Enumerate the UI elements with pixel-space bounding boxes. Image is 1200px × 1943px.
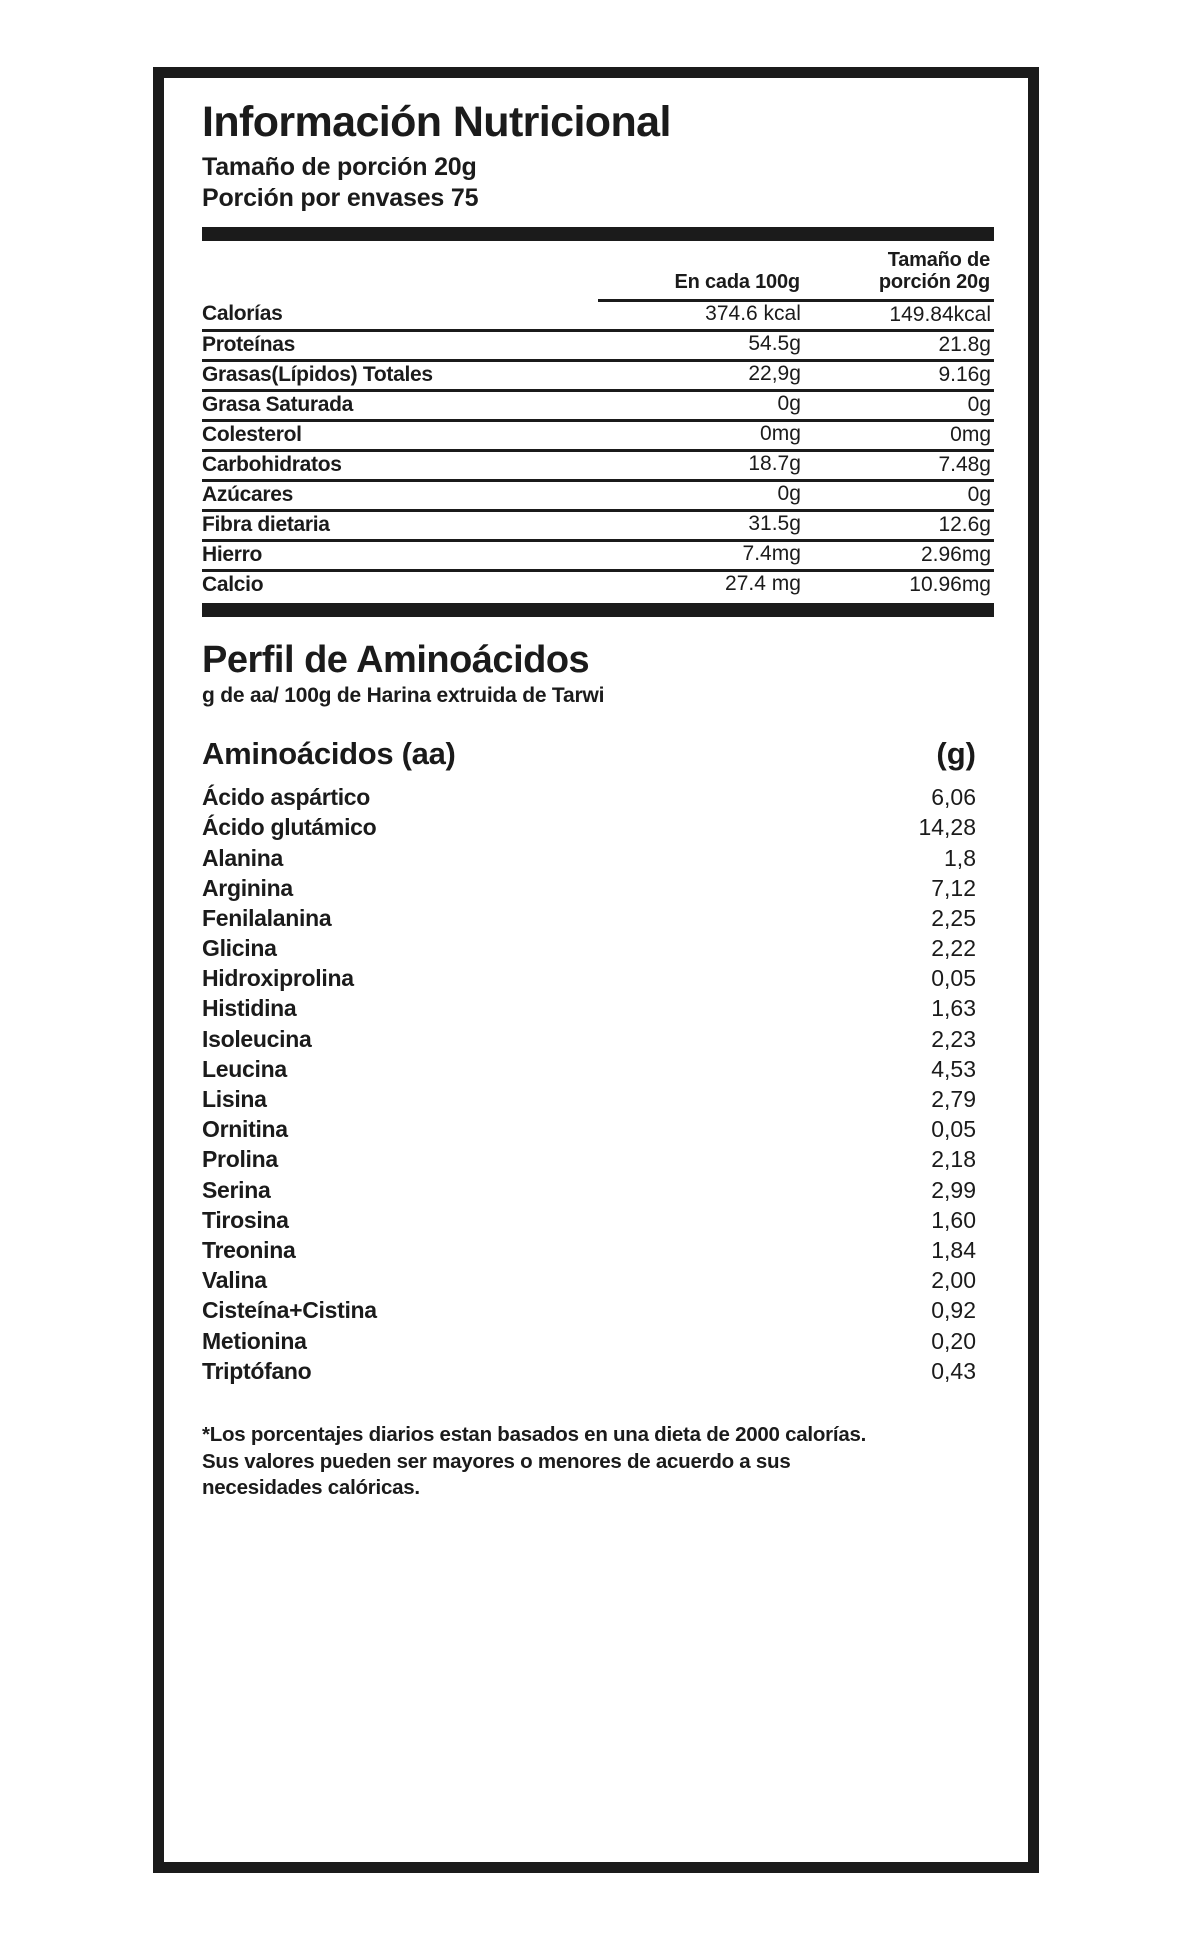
table-row [202, 331, 994, 361]
list-item [202, 1297, 994, 1327]
amino-acid-value: 2,23 [931, 1025, 976, 1052]
amino-acid-section [202, 639, 994, 1388]
nutrient-value-per-100g: 18.7g [598, 451, 804, 481]
list-item [202, 905, 994, 935]
amino-acid-value: 4,53 [931, 1055, 976, 1082]
nutrient-value-per-serving: 10.96mg [909, 573, 991, 597]
table-row [202, 361, 994, 391]
column-header-nutrient [202, 249, 598, 301]
amino-acid-name: Ácido aspártico [202, 784, 371, 811]
nutrient-name: Grasa Saturada [202, 391, 598, 421]
serving-size-text: Tamaño de porción 20g [202, 152, 477, 181]
nutrient-value-per-serving: 0mg [804, 421, 994, 451]
amino-acid-value: 0,92 [931, 1297, 976, 1324]
nutrition-facts-table [202, 249, 994, 600]
amino-acid-value: 14,28 [918, 814, 976, 841]
amino-acid-name: Tirosina [202, 1206, 289, 1233]
column-header-per-100g: En cada 100g [598, 249, 804, 301]
list-item [202, 1177, 994, 1207]
amino-acid-name: Histidina [202, 995, 297, 1022]
amino-acid-value: 0,20 [931, 1327, 976, 1354]
nutrition-table-head [202, 249, 994, 301]
list-item [202, 1267, 994, 1297]
list-item [202, 1056, 994, 1086]
nutrient-name: Calorías [202, 301, 598, 331]
amino-acid-name: Ácido glutámico [202, 814, 377, 841]
nutrient-value-per-serving: 149.84kcal [804, 301, 994, 331]
nutrient-value-per-100g: 0g [598, 481, 804, 511]
column-header-per-serving-line2: porción 20g [878, 271, 990, 294]
list-item [202, 1237, 994, 1267]
table-row [202, 511, 994, 541]
list-item [202, 1207, 994, 1237]
nutrient-value-per-100g: 31.5g [598, 511, 804, 541]
amino-acid-value: 2,79 [931, 1086, 976, 1113]
amino-acid-name: Lisina [202, 1086, 267, 1113]
amino-acid-name: Serina [202, 1176, 271, 1203]
list-item [202, 845, 994, 875]
column-header-per-serving [804, 249, 994, 301]
amino-acid-name: Isoleucina [202, 1025, 312, 1052]
nutrient-value-per-serving: 7.48g [804, 451, 994, 481]
amino-acid-name: Metionina [202, 1327, 307, 1354]
nutrient-value-per-100g: 22,9g [598, 361, 804, 391]
nutrient-name: Azúcares [202, 481, 598, 511]
list-item [202, 1026, 994, 1056]
nutrient-value-per-serving: 0g [804, 391, 994, 421]
amino-acid-value: 6,06 [931, 784, 976, 811]
list-item [202, 1086, 994, 1116]
table-row [202, 481, 994, 511]
page-title: Información Nutricional [202, 98, 671, 146]
nutrient-name: Hierro [202, 541, 598, 571]
nutrient-value-per-serving: 9.16g [804, 361, 994, 391]
list-item [202, 1146, 994, 1176]
servings-per-container-text: Porción por envases 75 [202, 184, 479, 213]
amino-acid-value: 2,25 [931, 904, 976, 931]
amino-acid-name: Alanina [202, 844, 283, 871]
nutrition-label-frame [153, 67, 1039, 1873]
amino-table-header [202, 736, 994, 772]
section-divider-bar [202, 603, 994, 617]
amino-acid-value: 0,43 [931, 1357, 976, 1384]
list-item [202, 935, 994, 965]
list-item [202, 875, 994, 905]
amino-acid-value: 2,22 [931, 935, 976, 962]
amino-acid-value: 1,63 [931, 995, 976, 1022]
nutrient-name: Colesterol [202, 421, 598, 451]
nutrient-name: Carbohidratos [202, 451, 598, 481]
amino-acid-name: Ornitina [202, 1116, 288, 1143]
nutrient-name: Calcio [202, 572, 264, 596]
nutrient-value-per-100g: 0mg [598, 421, 804, 451]
nutrient-value-per-serving: 2.96mg [804, 541, 994, 571]
list-item [202, 814, 994, 844]
amino-acid-name: Prolina [202, 1146, 278, 1173]
nutrient-value-per-100g: 374.6 kcal [598, 301, 804, 331]
amino-acid-value: 7,12 [931, 874, 976, 901]
list-item [202, 965, 994, 995]
amino-acid-name: Treonina [202, 1236, 296, 1263]
table-row [202, 541, 994, 571]
label-inner-content [202, 100, 994, 1852]
nutrient-value-per-100g: 27.4 mg [725, 572, 801, 596]
amino-acid-value: 1,60 [931, 1206, 976, 1233]
nutrient-value-per-serving: 0g [804, 481, 994, 511]
amino-section-subtitle: g de aa/ 100g de Harina extruida de Tarwi [202, 684, 605, 708]
table-row [202, 301, 994, 331]
nutrient-value-per-100g: 0g [598, 391, 804, 421]
amino-acid-value: 2,99 [931, 1176, 976, 1203]
nutrient-name: Grasas(Lípidos) Totales [202, 361, 598, 391]
header-divider-bar [202, 227, 994, 241]
amino-acid-name: Fenilalanina [202, 904, 332, 931]
nutrition-table-body [202, 301, 994, 600]
amino-acid-name: Arginina [202, 874, 293, 901]
table-row [202, 571, 994, 600]
list-item [202, 1328, 994, 1358]
amino-acid-name: Glicina [202, 935, 277, 962]
amino-acid-value: 2,18 [931, 1146, 976, 1173]
amino-acid-name: Leucina [202, 1055, 287, 1082]
nutrient-value-per-serving: 21.8g [804, 331, 994, 361]
list-item [202, 1358, 994, 1388]
amino-acid-list [202, 784, 994, 1388]
amino-acid-value: 1,84 [931, 1236, 976, 1263]
table-row [202, 451, 994, 481]
amino-acid-name: Valina [202, 1267, 267, 1294]
nutrient-name: Fibra dietaria [202, 511, 598, 541]
list-item [202, 995, 994, 1025]
nutrient-value-per-serving: 12.6g [804, 511, 994, 541]
amino-acid-value: 0,05 [931, 965, 976, 992]
amino-acid-value: 1,8 [944, 844, 976, 871]
nutrient-value-per-100g: 54.5g [598, 331, 804, 361]
nutrient-name: Proteínas [202, 331, 598, 361]
amino-acid-name: Triptófano [202, 1357, 312, 1384]
amino-section-title: Perfil de Aminoácidos [202, 639, 590, 682]
table-row [202, 391, 994, 421]
amino-acid-value: 0,05 [931, 1116, 976, 1143]
column-header-per-serving-line1: Tamaño de [887, 248, 990, 271]
table-row [202, 421, 994, 451]
list-item [202, 784, 994, 814]
nutrition-header-row [202, 249, 994, 301]
amino-column-header-unit: (g) [936, 736, 976, 772]
amino-acid-value: 2,00 [931, 1267, 976, 1294]
amino-column-header-name: Aminoácidos (aa) [202, 736, 456, 772]
nutrient-value-per-100g: 7.4mg [598, 541, 804, 571]
amino-acid-name: Hidroxiprolina [202, 965, 354, 992]
amino-acid-name: Cisteína+Cistina [202, 1297, 377, 1324]
daily-value-footnote: *Los porcentajes diarios estan basados en una dieta de 2000 calorías. Sus valores pueden ser mayores o menores de acuerdo a sus necesidades calóricas. [202, 1422, 867, 1500]
list-item [202, 1116, 994, 1146]
label-header [202, 100, 994, 215]
